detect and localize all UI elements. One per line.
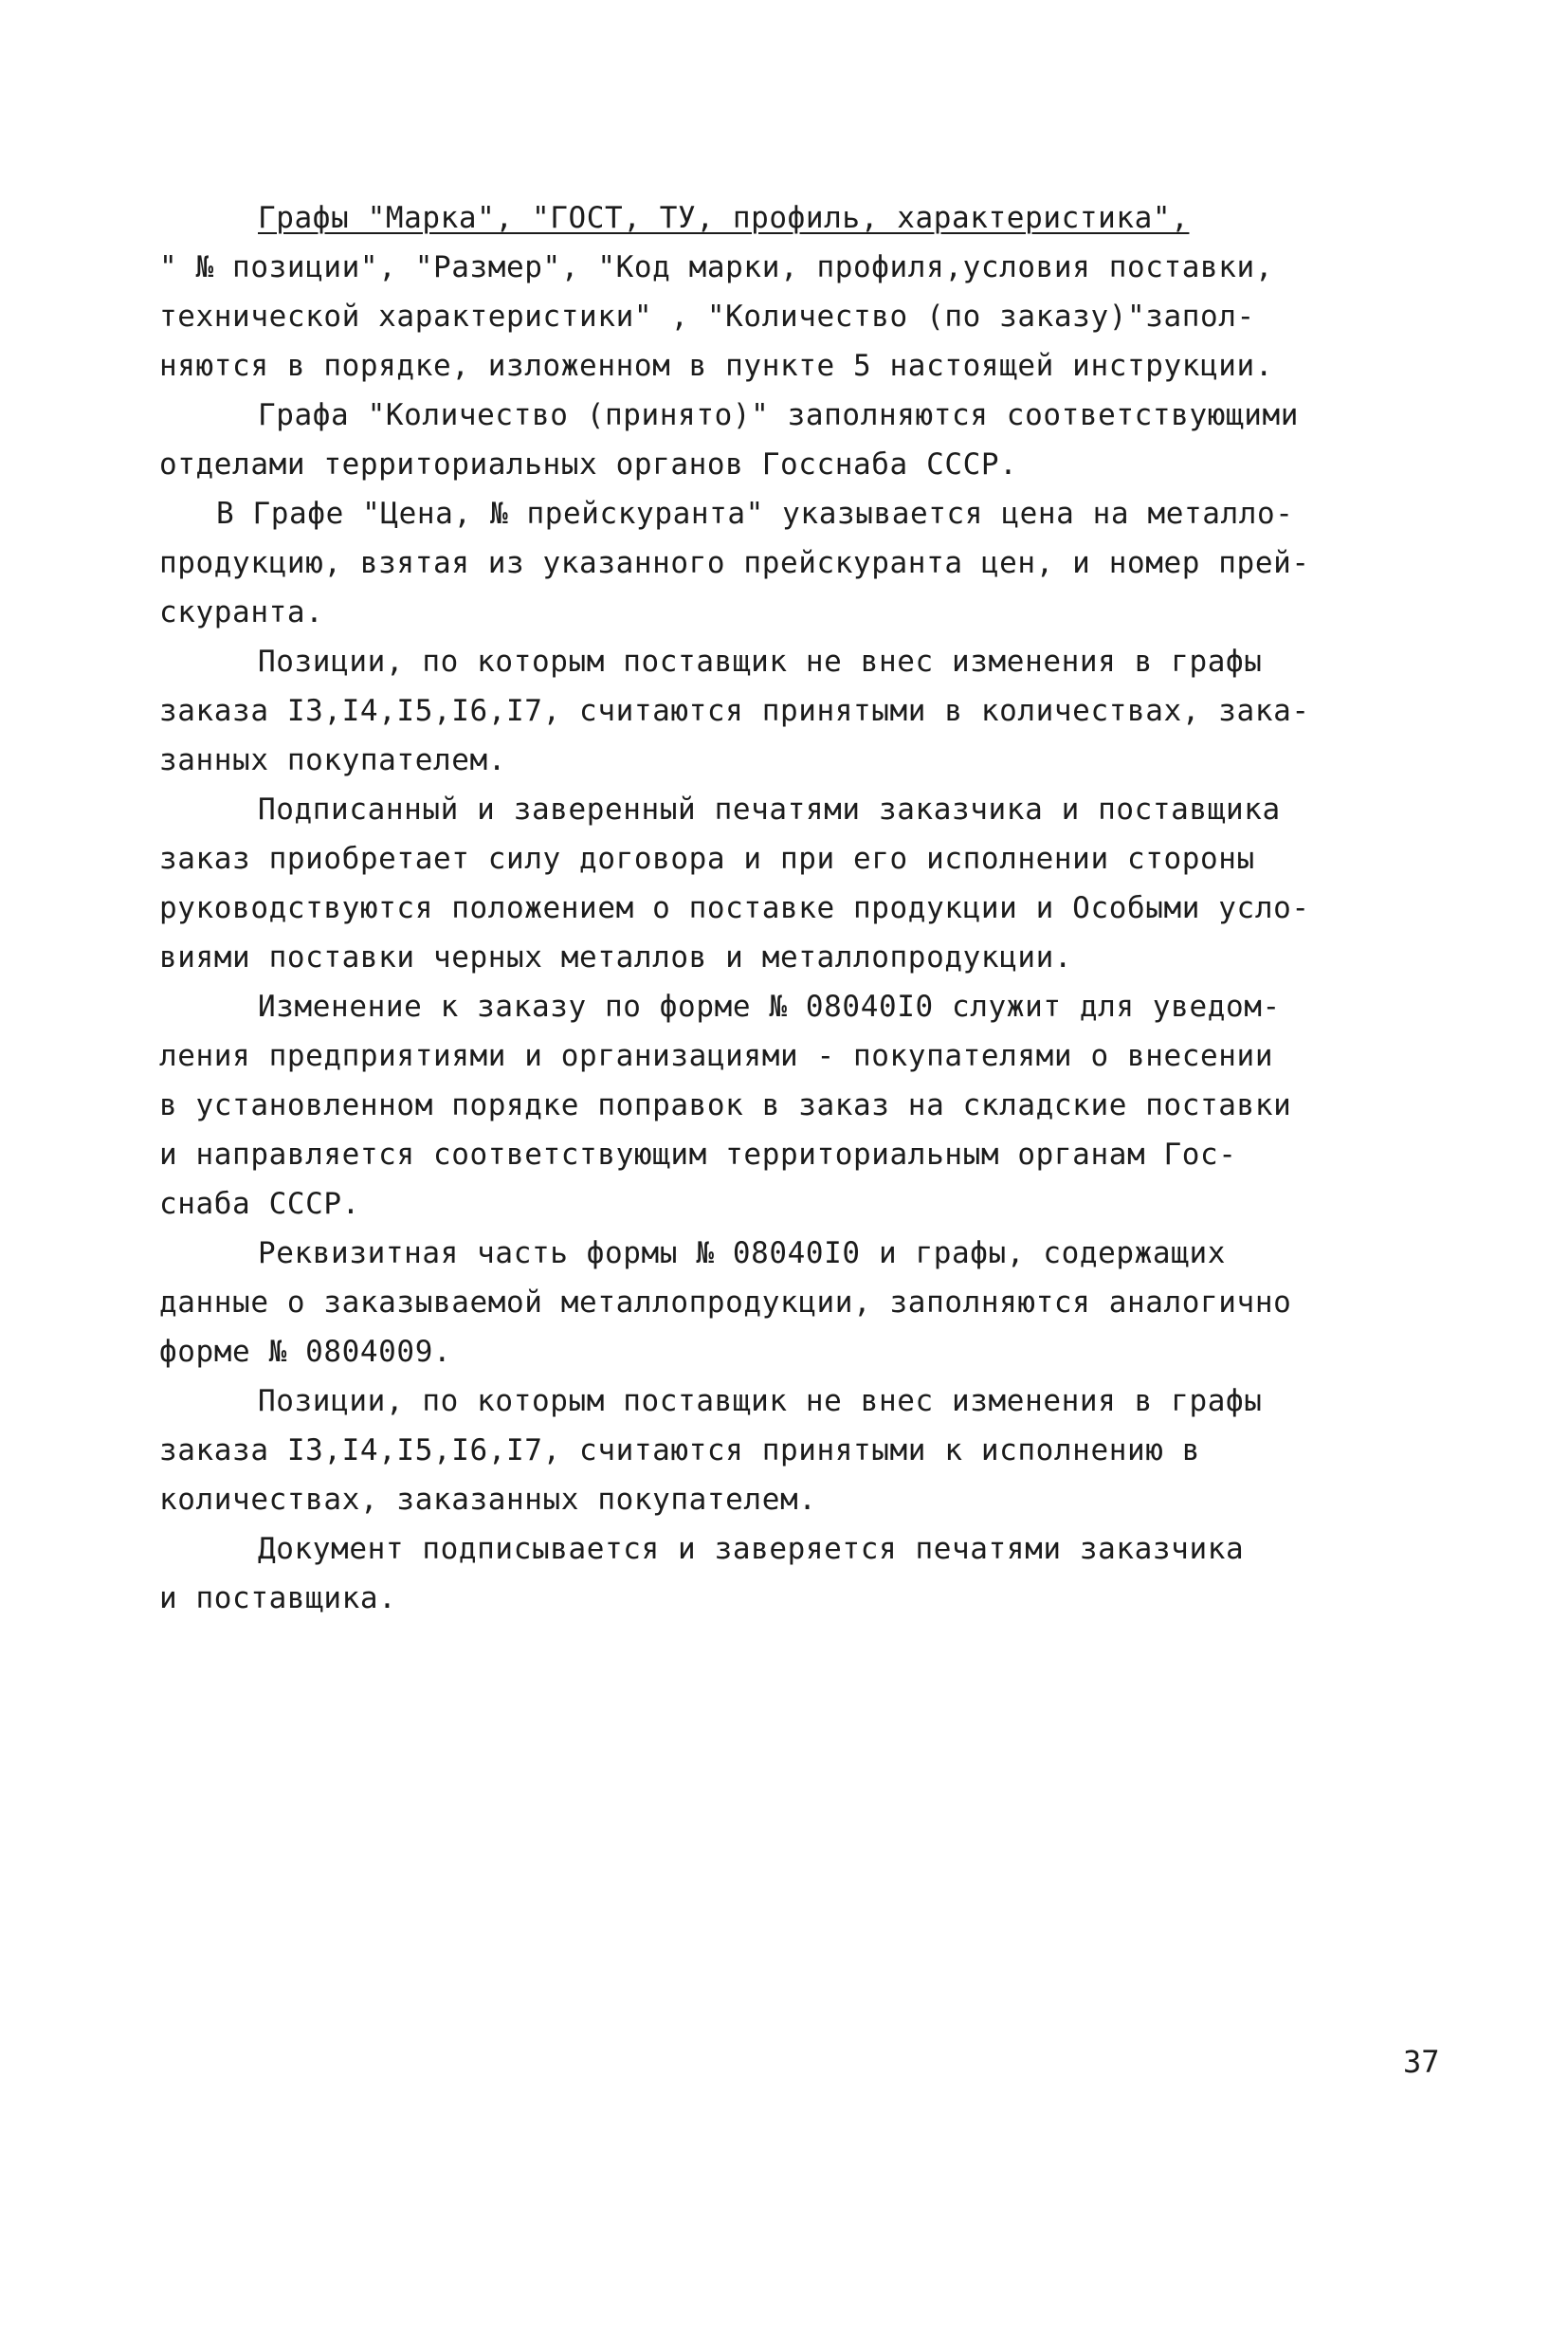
text-line: заказ приобретает силу договора и при его исполнении стороны	[159, 842, 1255, 876]
text-line: ления предприятиями и организациями - покупателями о внесении	[159, 1039, 1274, 1073]
text-line: няются в порядке, изложенном в пункте 5 настоящей инструкции.	[159, 349, 1274, 383]
text-line: Графа "Количество (принято)" заполняются соответствующими	[258, 398, 1300, 432]
text-line: Изменение к заказу по форме № 08040I0 служит для уведом-	[258, 990, 1281, 1024]
text-line: скуранта.	[159, 595, 324, 629]
text-line: заказа I3,I4,I5,I6,I7, считаются принятыми в количествах, зака-	[159, 694, 1310, 728]
text-line: руководствуются положением о поставке продукции и Особыми усло-	[159, 891, 1310, 925]
text-line: в установленном порядке поправок в заказ на складские поставки	[159, 1088, 1292, 1122]
text-line: данные о заказываемой металлопродукции, заполняются аналогично	[159, 1285, 1292, 1320]
text-line: Графы "Марка", "ГОСТ, ТУ, профиль, характеристика",	[258, 201, 1190, 235]
text-line: занных покупателем.	[159, 743, 507, 777]
text-line: форме № 0804009.	[159, 1335, 452, 1369]
page-number: 37	[1403, 2044, 1440, 2080]
text-line: виями поставки черных металлов и металлопродукции.	[159, 940, 1073, 975]
text-line: и направляется соответствующим территориальным органам Гос-	[159, 1138, 1237, 1172]
text-line: Подписанный и заверенный печатями заказчика и поставщика	[258, 793, 1281, 827]
text-line: снаба СССР.	[159, 1187, 360, 1221]
text-line: Позиции, по которым поставщик не внес изменения в графы	[258, 645, 1263, 679]
text-line: технической характеристики" , "Количество (по заказу)"запол-	[159, 300, 1255, 334]
text-line: заказа I3,I4,I5,I6,I7, считаются принятыми к исполнению в	[159, 1433, 1201, 1467]
text-line: отделами территориальных органов Госснаба СССР.	[159, 447, 1018, 482]
text-line: " № позиции", "Размер", "Код марки, профиля,условия поставки,	[159, 250, 1274, 284]
text-line: В Графе "Цена, № прейскуранта" указывается цена на металло-	[216, 497, 1294, 531]
text-line: Реквизитная часть формы № 08040I0 и графы, содержащих	[258, 1236, 1226, 1270]
text-line: продукцию, взятая из указанного прейскуранта цен, и номер прей-	[159, 546, 1310, 580]
text-line: Документ подписывается и заверяется печатями заказчика	[258, 1532, 1245, 1566]
text-line: Позиции, по которым поставщик не внес изменения в графы	[258, 1384, 1263, 1418]
text-line: количествах, заказанных покупателем.	[159, 1483, 817, 1517]
text-line: и поставщика.	[159, 1581, 397, 1615]
